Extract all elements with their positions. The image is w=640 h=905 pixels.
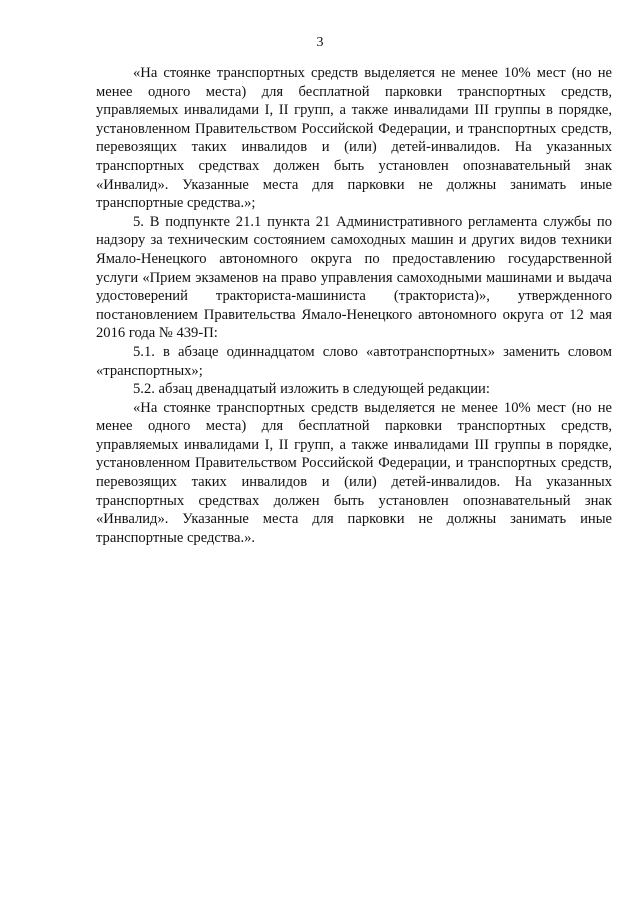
paragraph-quoted-parking-rule-2: «На стоянке транспортных средств выделяется не менее 10% мест (но не менее одного места) для бесплатной парковки транспортных средств, управляемых инвалидами I, II групп, а также инвалидами III группы в порядке, установленном Правительством Российской Федерации, и транспортных средств, перевозящих таких инвалидов и (или) детей-инвалидов. На указанных транспортных средствах должен быть установлен опознавательный знак «Инвалид». Указанные места для парковки не должны занимать иные транспортные средства.». xyxy=(96,399,612,546)
paragraph-item-5: 5. В подпункте 21.1 пункта 21 Административного регламента службы по надзору за техническим состоянием самоходных машин и других видов техники Ямало-Ненецкого автономного округа по предоставлению государственной услуги «Прием экзаменов на право управления самоходными машинами и выдача удостоверений тракториста-машиниста (тракториста)», утвержденного постановлением Правительства Ямало-Ненецкого автономного округа от 12 мая 2016 года № 439-П: xyxy=(96,213,612,342)
paragraph-item-5-1: 5.1. в абзаце одиннадцатом слово «автотранспортных» заменить словом «транспортных»; xyxy=(96,343,612,379)
page-number: 3 xyxy=(316,35,324,50)
paragraph-quoted-parking-rule-1: «На стоянке транспортных средств выделяется не менее 10% мест (но не менее одного места) для бесплатной парковки транспортных средств, управляемых инвалидами I, II групп, а также инвалидами III группы в порядке, установленном Правительством Российской Федерации, и транспортных средств, перевозящих таких инвалидов и (или) детей-инвалидов. На указанных транспортных средствах должен быть установлен опознавательный знак «Инвалид». Указанные места для парковки не должны занимать иные транспортные средства.»; xyxy=(96,65,612,212)
document-body xyxy=(96,64,612,547)
paragraph-item-5-2: 5.2. абзац двенадцатый изложить в следующей редакции: xyxy=(133,381,490,398)
